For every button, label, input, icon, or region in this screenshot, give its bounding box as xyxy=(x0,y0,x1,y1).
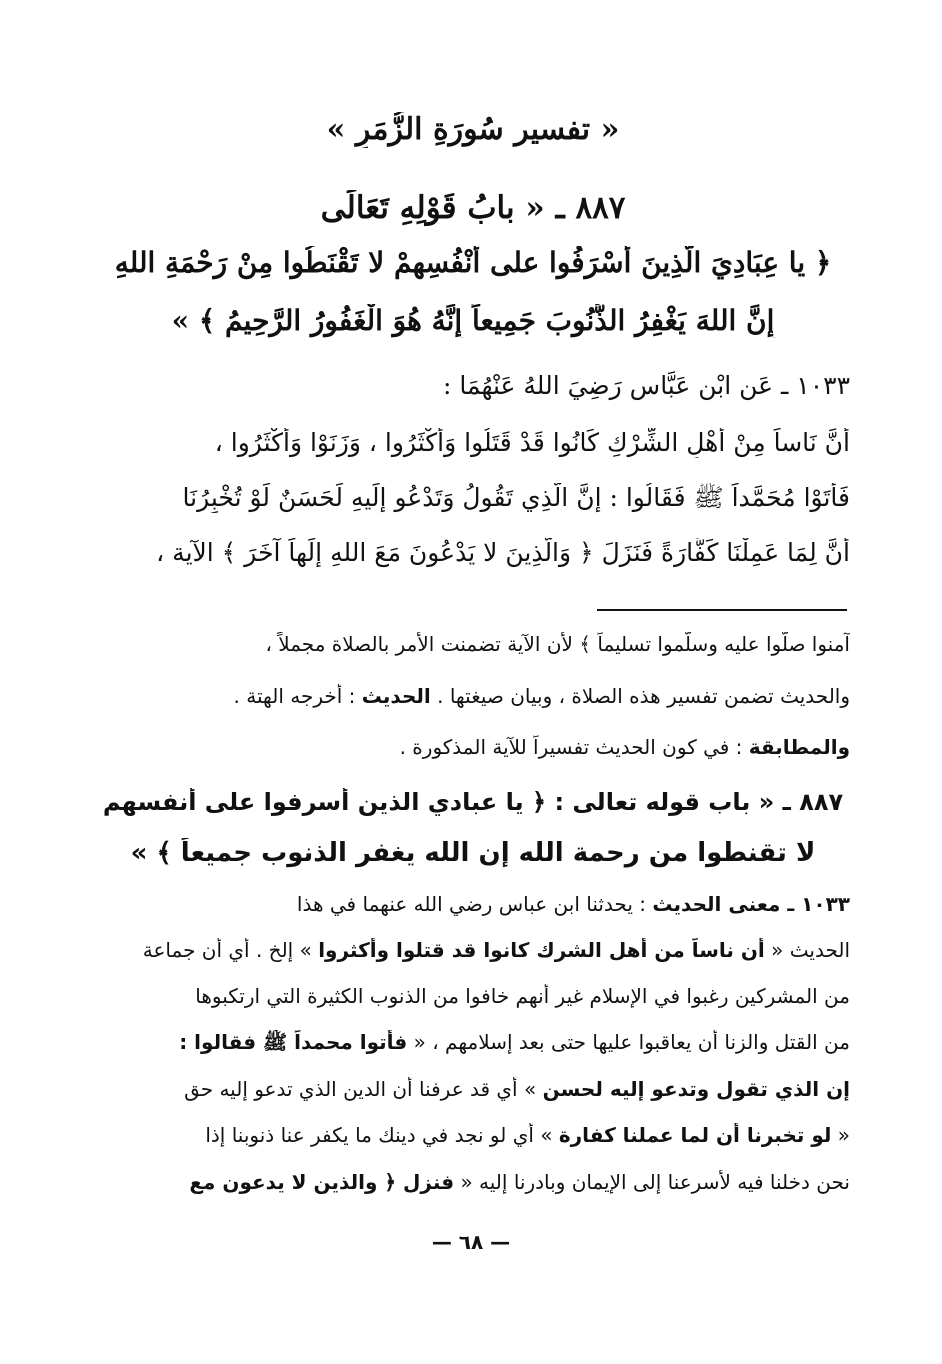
footnote-bold-label: والمطابقة xyxy=(748,735,850,759)
hadith-narrator-line: ١٠٣٣ ـ عَنِ ابْنِ عَبَّاسٍ رَضِيَ اللهُ عَنْهُمَا : xyxy=(443,371,850,400)
commentary-bold: فنزل ﴿ والذين لا يدعون مع xyxy=(189,1170,455,1194)
chapter-heading: ٨٨٧ ـ « بابُ قَوْلِهِ تَعَالَى xyxy=(320,190,626,226)
hadith-text-line: أَنَّ نَاساً مِنْ أَهْلِ الشِّرْكِ كَانُوا قَدْ قَتَلُوا وَأَكْثَرُوا ، وَزَنَوْا وَأَكْثَرُوا ، xyxy=(214,428,850,457)
footnote-bold-label: الحديث xyxy=(361,684,431,708)
commentary-text: » إلخ . أي أن جماعة xyxy=(142,938,312,962)
commentary-text: الحديث « xyxy=(771,938,850,962)
commentary-text: نحن دخلنا فيه لأسرعنا إلى الإيمان وبادرنا إليه « xyxy=(460,1170,850,1194)
verse-line: إِنَّ اللهَ يَغْفِرُ الذُّنُوبَ جَمِيعاً إِنَّهُ هُوَ الْغَفُورُ الرَّحِيمُ ﴾ » xyxy=(171,304,775,337)
commentary-bold: فأتوا محمداً ﷺ فقالوا : xyxy=(179,1030,408,1054)
commentary-line xyxy=(96,1077,850,1101)
footnote-line xyxy=(96,735,850,759)
commentary-line xyxy=(96,1030,850,1054)
commentary-line xyxy=(96,1170,850,1194)
commentary-line xyxy=(96,938,850,962)
hadith-text-line: أَنَّ لِمَا عَمِلْنَا كَفَّارَةً فَنَزَلَ ﴿ وَالَّذِينَ لا يَدْعُونَ مَعَ اللهِ إِلَهاً آخَرَ ﴾ الآية ، xyxy=(156,538,850,567)
commentary-heading: ٨٨٧ ـ « باب قوله تعالى : ﴿ يا عبادي الذين أسرفوا على أنفسهم xyxy=(102,788,844,816)
verse-line: ﴿ يا عِبَادِيَ الَّذِينَ أَسْرَفُوا على أَنْفُسِهِمْ لا تَقْنَطُوا مِنْ رَحْمَةِ اللهِ xyxy=(114,246,832,279)
footnote-line xyxy=(96,684,850,708)
commentary-text: » أي قد عرفنا أن الدين الذي تدعو إليه حق xyxy=(184,1077,537,1101)
commentary-bold: إن الذي تقول وتدعو إليه لحسن xyxy=(542,1077,850,1101)
commentary-text: : يحدثنا ابن عباس رضي الله عنهما في هذا xyxy=(296,892,646,916)
commentary-bold: ١٠٣٣ ـ معنى الحديث xyxy=(652,892,850,916)
commentary-text: « xyxy=(837,1123,850,1147)
page-title: « تفسير سُورَةِ الزُّمَرِ » xyxy=(326,112,620,147)
commentary-text: » أي لو نجد في دينك ما يكفر عنا ذنوبنا إذا xyxy=(205,1123,553,1147)
commentary-bold: لو تخبرنا أن لما عملنا كفارة xyxy=(558,1123,832,1147)
commentary-bold: أن ناساً من أهل الشرك كانوا قد قتلوا وأكثروا xyxy=(318,938,765,962)
footnote-text: : أخرجه الهتة . xyxy=(233,684,356,708)
commentary-text: من القتل والزنا أن يعاقبوا عليها حتى بعد إسلامهم ، « xyxy=(413,1030,850,1054)
footnote-line: آمنوا صلّوا عليه وسلّموا تسليماً ﴾ لأن الآية تضمنت الأمر بالصلاة مجملاً ، xyxy=(265,632,850,656)
commentary-line: من المشركين رغبوا في الإسلام غير أنهم خافوا من الذنوب الكثيرة التي ارتكبوها xyxy=(195,984,850,1008)
footnote-divider xyxy=(597,609,847,611)
commentary-heading: لا تقنطوا من رحمة الله إن الله يغفر الذنوب جميعاً ﴾ » xyxy=(130,838,816,868)
page-number: — ٦٨ — xyxy=(431,1230,511,1254)
commentary-line xyxy=(96,892,850,916)
footnote-text: والحديث تضمن تفسير هذه الصلاة ، وبيان صيغتها . xyxy=(437,684,850,708)
footnote-text: : في كون الحديث تفسيراً للآية المذكورة . xyxy=(399,735,743,759)
commentary-line xyxy=(96,1123,850,1147)
hadith-text-line: فَأَتَوْا مُحَمَّداً ﷺ فَقَالُوا : إِنَّ الَّذِي تَقُولُ وَتَدْعُو إِلَيهِ لَحَسَنٌ لَوْ تُخْبِرُنَا xyxy=(182,483,850,512)
